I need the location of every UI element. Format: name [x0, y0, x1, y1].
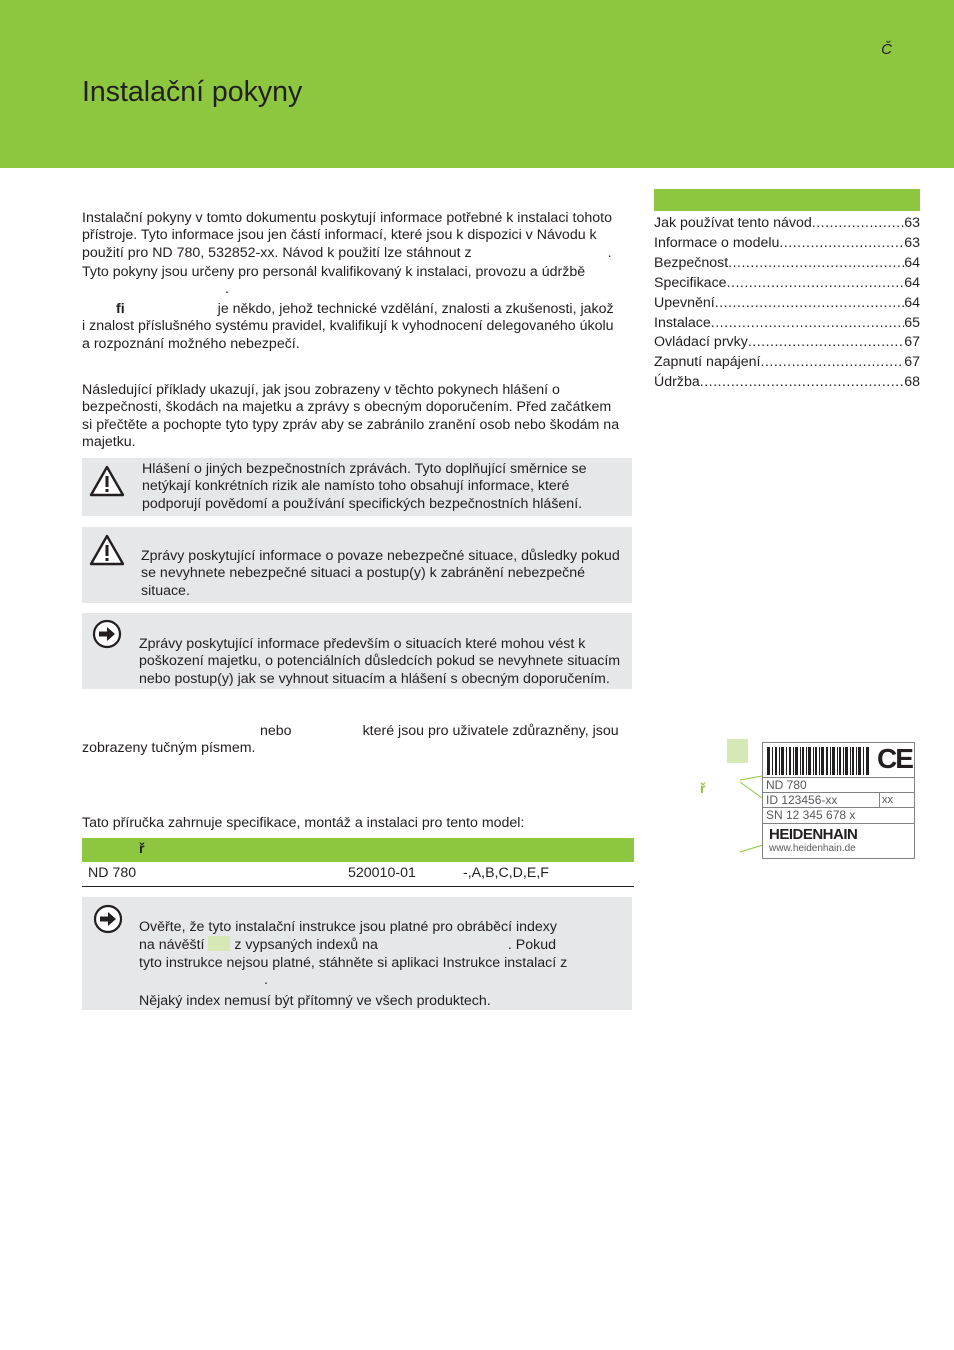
- warning-triangle-icon: [89, 534, 125, 566]
- qualified-line: [82, 301, 634, 318]
- intro-line: přístroje. Tyto informace jsou jen částí informací, které jsou k dispozici v Návodu k: [82, 227, 597, 244]
- note-line: Ověřte, že tyto instalační instrukce jsou platné pro obráběcí indexy: [139, 919, 557, 935]
- toc-item[interactable]: [654, 235, 920, 255]
- brand-logo: HEIDENHAIN: [769, 826, 858, 843]
- examples-line: bezpečnosti, škodách na majetku a zprávy s obecným doporučením. Před začátkem: [82, 399, 612, 416]
- verify-index-note: [82, 897, 632, 1010]
- bold-text-rest: které jsou pro uživatele zdůrazněny, jsou: [362, 723, 619, 739]
- note-line: Hlášení o jiných bezpečnostních zprávách. Tyto doplňující směrnice se: [142, 461, 587, 477]
- toc-item[interactable]: [654, 354, 920, 374]
- toc-item-label: Bezpečnost: [654, 254, 729, 271]
- page-title: Instalační pokyny: [82, 76, 303, 108]
- toc-leader-dots: [700, 374, 904, 390]
- examples-paragraph: [82, 382, 634, 452]
- bold-text-paragraph: [82, 723, 634, 758]
- bold-text-line: [82, 723, 634, 740]
- barcode-icon: [767, 747, 871, 775]
- qualified-text: je někdo, jehož technické vzdělání, znalosti a zkušenosti, jakož: [217, 301, 614, 317]
- note-text: [139, 919, 567, 1010]
- toc-item-page: 67: [904, 354, 920, 371]
- arrow-right-circle-icon: [92, 619, 122, 649]
- model-table-row: [82, 862, 634, 887]
- intro-line: [82, 245, 634, 262]
- toc-item-label: Upevnění: [654, 294, 715, 311]
- note-text-part: . Pokud: [507, 937, 557, 954]
- intro-line-period: .: [607, 244, 612, 261]
- note-line: Zprávy poskytující informace o povaze nebezpečné situace, důsledky pokud: [141, 548, 620, 564]
- toc-leader-dots: [728, 255, 904, 271]
- toc-item-label: Instalace: [654, 314, 711, 331]
- model-name: ND 780: [88, 865, 137, 881]
- toc-item[interactable]: [654, 295, 920, 315]
- toc-leader-dots: [711, 315, 904, 331]
- toc-item-page: 64: [904, 274, 920, 291]
- safety-note-hazard: [82, 527, 632, 603]
- note-line: nebo postup(y) jak se vyhnout situacím a hlášení s obecným doporučením.: [139, 670, 610, 687]
- toc-item-page: 64: [904, 254, 920, 271]
- bold-text-nebo: nebo: [260, 723, 292, 739]
- note-text: [141, 548, 620, 600]
- toc-item[interactable]: [654, 275, 920, 295]
- audience-line: .: [225, 281, 229, 298]
- intro-line-text: použití pro ND 780, 532852-xx. Návod k použití lze stáhnout z: [82, 244, 472, 261]
- note-line: .: [264, 972, 268, 989]
- toc-leader-dots: [779, 235, 904, 251]
- toc-header: [654, 189, 920, 211]
- intro-line: Instalační pokyny v tomto dokumentu poskytují informace potřebné k instalaci tohoto: [82, 210, 612, 226]
- label-serial: SN 12 345 678 x: [766, 808, 856, 822]
- toc-leader-dots: [715, 295, 904, 311]
- note-text-part: z vypsaných indexů na: [234, 937, 378, 954]
- model-table-header: [82, 838, 634, 862]
- index-marker: [208, 936, 230, 951]
- examples-line: si přečtěte a pochopte tyto typy zpráv aby se zabránilo zranění osob nebo škodám na: [82, 416, 620, 433]
- language-mark: Č: [881, 41, 892, 58]
- ce-mark: CE: [877, 743, 912, 774]
- toc-item[interactable]: [654, 255, 920, 275]
- toc-item[interactable]: [654, 374, 920, 394]
- toc-item-page: 64: [904, 294, 920, 311]
- qualified-line: i znalost příslušného systému pravidel, kvalifikují k vyhodnocení delegovaného úkolu: [82, 318, 614, 335]
- audience-line: Tyto pokyny jsou určeny pro personál kvalifikovaný k instalaci, provozu a údržbě: [82, 264, 586, 280]
- toc-leader-dots: [748, 334, 904, 350]
- examples-line: Následující příklady ukazují, jak jsou zobrazeny v těchto pokynech hlášení o: [82, 382, 560, 398]
- toc-item-page: 68: [904, 374, 920, 391]
- note-line: se nevyhnete nebezpečné situaci a postup(y) k zabránění nebezpečné: [141, 565, 586, 582]
- toc-item[interactable]: [654, 215, 920, 235]
- property-damage-note: [82, 613, 632, 689]
- toc-leader-dots: [761, 354, 905, 370]
- note-line: netýkají konkrétních rizik ale namísto toho obsahují informace, které: [142, 478, 570, 495]
- toc-item[interactable]: [654, 315, 920, 335]
- qualified-line: a rozpoznání možného nebezpečí.: [82, 335, 300, 352]
- toc-item-label: Informace o modelu: [654, 234, 780, 251]
- toc-item-page: 65: [904, 314, 920, 331]
- model-table-header-text: ř: [139, 841, 145, 857]
- label-url: www.heidenhain.de: [769, 843, 856, 854]
- note-line: Zprávy poskytující informace především o situacích které mohou vést k: [139, 636, 586, 652]
- id-label: [762, 742, 915, 859]
- toc-leader-dots: [727, 275, 905, 291]
- label-index: xx: [882, 794, 893, 806]
- toc-item[interactable]: [654, 334, 920, 354]
- model-intro: Tato příručka zahrnuje specifikace, montáž a instalaci pro tento model:: [82, 815, 525, 831]
- note-line: Nějaký index nemusí být přítomný ve všech produktech.: [139, 992, 491, 1009]
- toc-item-label: Jak používat tento návod: [654, 215, 812, 231]
- warning-triangle-icon: [89, 465, 125, 497]
- label-id: ID 123456-xx: [766, 793, 838, 807]
- label-model: ND 780: [766, 778, 807, 792]
- model-id: 520010-01: [348, 865, 416, 881]
- toc-item-page: 67: [904, 334, 920, 351]
- qualified-term: fi: [116, 301, 125, 317]
- note-line: [139, 936, 567, 954]
- toc-item-label: Zapnutí napájení: [654, 354, 761, 371]
- model-indexes: -,A,B,C,D,E,F: [463, 865, 549, 881]
- toc-item-label: Ovládací prvky: [654, 334, 748, 351]
- qualified-paragraph: [82, 301, 634, 353]
- safety-note-general: [82, 458, 632, 516]
- audience-paragraph: [82, 264, 634, 299]
- toc-item-label: Specifikace: [654, 274, 727, 291]
- toc-item-page: 63: [904, 234, 920, 251]
- toc-leader-dots: [812, 215, 904, 231]
- label-callout: ř: [700, 780, 706, 796]
- note-text: [139, 636, 620, 688]
- note-line: poškození majetku, o potenciálních důsledcích pokud se nevyhnete situacím: [139, 653, 621, 670]
- note-line: podporují povědomí a používání specifických bezpečnostních hlášení.: [142, 495, 583, 512]
- note-text: [142, 461, 587, 513]
- toc-item-page: 63: [904, 215, 920, 231]
- intro-paragraph: [82, 210, 634, 262]
- note-line: situace.: [141, 582, 190, 599]
- toc-item-label: Údržba: [654, 374, 700, 391]
- note-line: tyto instrukce nejsou platné, stáhněte si aplikaci Instrukce instalací z: [139, 954, 568, 971]
- bold-text-line: zobrazeny tučným písmem.: [82, 740, 256, 757]
- examples-line: majetku.: [82, 434, 136, 451]
- note-text-part: na návěští: [139, 937, 205, 954]
- arrow-right-circle-icon: [93, 904, 123, 934]
